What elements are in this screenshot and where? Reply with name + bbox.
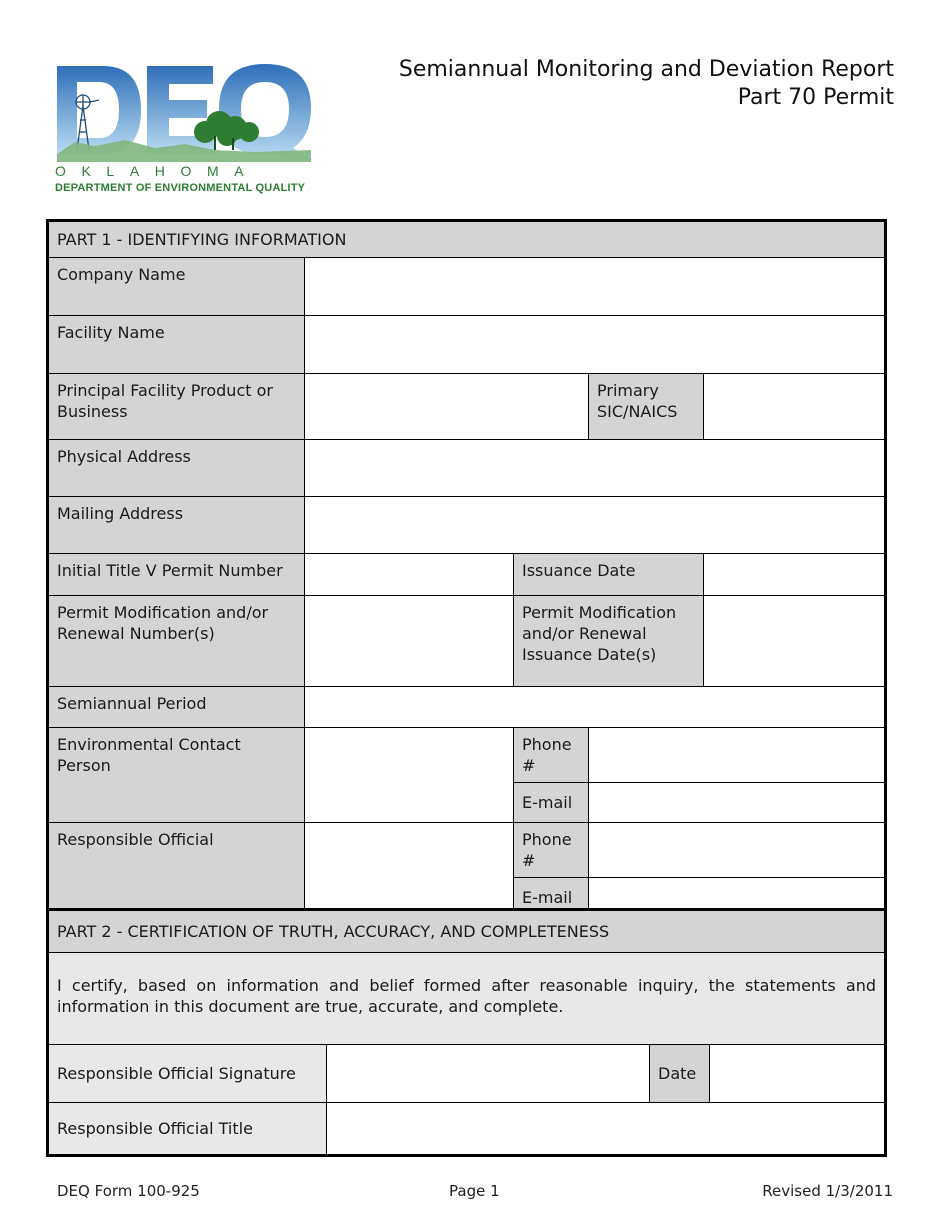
mailing-address-label: Mailing Address <box>48 497 305 554</box>
deq-logo <box>55 62 317 198</box>
company-name-label: Company Name <box>48 258 305 316</box>
semiannual-period-label: Semiannual Period <box>48 687 305 728</box>
issuance-date-field[interactable] <box>704 554 886 596</box>
responsible-official-field[interactable] <box>305 823 514 919</box>
physical-address-field[interactable] <box>305 440 886 497</box>
initial-permit-label: Initial Title V Permit Number <box>48 554 305 596</box>
initial-permit-field[interactable] <box>305 554 514 596</box>
env-contact-phone-field[interactable] <box>589 728 886 783</box>
principal-product-label: Principal Facility Product or Business <box>48 374 305 440</box>
responsible-official-label: Responsible Official <box>48 823 305 919</box>
signature-field[interactable] <box>327 1045 650 1103</box>
official-title-label: Responsible Official Title <box>48 1103 327 1156</box>
footer-form-number: DEQ Form 100-925 <box>57 1182 200 1200</box>
official-phone-field[interactable] <box>589 823 886 878</box>
mailing-address-field[interactable] <box>305 497 886 554</box>
official-phone-label: Phone # <box>514 823 589 878</box>
env-contact-field[interactable] <box>305 728 514 823</box>
env-contact-label: Environmental Contact Person <box>48 728 305 823</box>
env-contact-email-label: E-mail <box>514 783 589 823</box>
report-title-line1: Semiannual Monitoring and Deviation Report <box>398 57 894 82</box>
report-title <box>399 56 894 112</box>
signature-date-field[interactable] <box>710 1045 886 1103</box>
part2-heading: PART 2 - CERTIFICATION OF TRUTH, ACCURACY, AND COMPLETENESS <box>48 910 886 953</box>
env-contact-phone-label: Phone # <box>514 728 589 783</box>
facility-name-field[interactable] <box>305 316 886 374</box>
signature-date-label: Date <box>650 1045 710 1103</box>
official-title-field[interactable] <box>327 1103 886 1156</box>
logo-department-text: DEPARTMENT OF ENVIRONMENTAL QUALITY <box>55 182 306 194</box>
footer-page-number: Page 1 <box>449 1182 500 1200</box>
principal-product-field[interactable] <box>305 374 589 440</box>
physical-address-label: Physical Address <box>48 440 305 497</box>
footer-revised-date: Revised 1/3/2011 <box>762 1182 893 1200</box>
permit-mod-date-label: Permit Modification and/or Renewal Issuance Date(s) <box>514 596 704 687</box>
certification-statement: I certify, based on information and belief formed after reasonable inquiry, the statements and information in this document are true, accurate, and complete. <box>48 953 886 1045</box>
part2-table <box>46 908 887 1157</box>
part1-heading: PART 1 - IDENTIFYING INFORMATION <box>48 221 886 258</box>
signature-label: Responsible Official Signature <box>48 1045 327 1103</box>
report-title-line2: Part 70 Permit <box>737 85 894 110</box>
part1-table <box>46 219 887 920</box>
env-contact-email-field[interactable] <box>589 783 886 823</box>
official-email-label: E-mail <box>514 878 589 919</box>
permit-mod-date-field[interactable] <box>704 596 886 687</box>
semiannual-period-field[interactable] <box>305 687 886 728</box>
logo-state-text: OKLAHOMA <box>55 163 260 179</box>
primary-sic-field[interactable] <box>704 374 886 440</box>
facility-name-label: Facility Name <box>48 316 305 374</box>
permit-mod-number-field[interactable] <box>305 596 514 687</box>
primary-sic-label: Primary SIC/NAICS <box>589 374 704 440</box>
deq-logo-graphic <box>55 62 317 162</box>
permit-mod-number-label: Permit Modification and/or Renewal Number(s) <box>48 596 305 687</box>
company-name-field[interactable] <box>305 258 886 316</box>
issuance-date-label: Issuance Date <box>514 554 704 596</box>
